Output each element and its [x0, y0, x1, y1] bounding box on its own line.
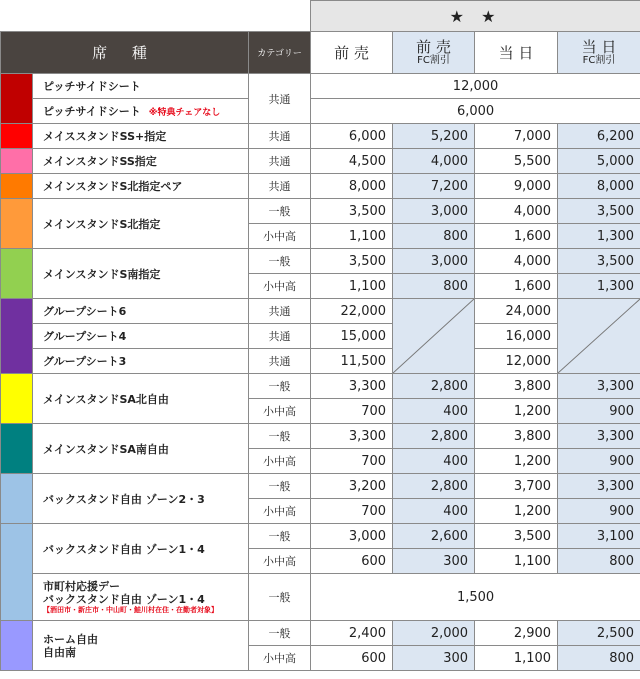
price-cell: 6,000: [311, 99, 640, 124]
price-cell: 700: [311, 499, 393, 524]
price-cell: 700: [311, 399, 393, 424]
category-cell: 小中高: [249, 499, 311, 524]
category-cell: 小中高: [249, 399, 311, 424]
price-cell: 3,800: [475, 424, 558, 449]
price-cell: 1,200: [475, 449, 558, 474]
price-cell: 1,300: [558, 224, 640, 249]
color-swatch: [1, 524, 33, 621]
price-cell: 11,500: [311, 349, 393, 374]
category-cell: 小中高: [249, 646, 311, 671]
price-cell: 2,500: [558, 621, 640, 646]
advance-header: 前 売: [311, 32, 393, 74]
category-cell: 共通: [249, 174, 311, 199]
price-cell: 300: [393, 646, 475, 671]
stars-header: ★ ★: [311, 1, 640, 32]
price-cell: 24,000: [475, 299, 558, 324]
advance-fc-header: 前 売 FC割引: [393, 32, 475, 74]
price-cell: 12,000: [475, 349, 558, 374]
price-cell: 1,100: [475, 549, 558, 574]
header-blank: [1, 1, 311, 32]
price-cell: 2,600: [393, 524, 475, 549]
price-cell: 600: [311, 646, 393, 671]
price-cell: 400: [393, 499, 475, 524]
color-swatch: [1, 474, 33, 524]
price-cell: 2,900: [475, 621, 558, 646]
category-cell: 小中高: [249, 224, 311, 249]
price-cell: 4,000: [475, 199, 558, 224]
category-cell: 一般: [249, 249, 311, 274]
seat-name: メインスタンドSS指定: [33, 149, 249, 174]
price-cell: 2,800: [393, 474, 475, 499]
color-swatch: [1, 199, 33, 249]
price-cell: 900: [558, 449, 640, 474]
seat-name: ピッチサイドシート ※特典チェアなし: [33, 99, 249, 124]
category-cell: 一般: [249, 574, 311, 621]
price-cell: 12,000: [311, 74, 640, 99]
seat-name: 市町村応援デー バックスタンド自由 ゾーン1・4 【酒田市・新庄市・中山町・鮭川村在住・在勤者対象】: [33, 574, 249, 621]
category-cell: 共通: [249, 124, 311, 149]
price-cell: 5,000: [558, 149, 640, 174]
price-cell: 5,200: [393, 124, 475, 149]
price-cell: 800: [558, 549, 640, 574]
category-cell: 小中高: [249, 549, 311, 574]
category-cell: 小中高: [249, 449, 311, 474]
seat-name: メインスタンドS南指定: [33, 249, 249, 299]
price-cell: 2,000: [393, 621, 475, 646]
category-header: カテゴリー: [249, 32, 311, 74]
sameday-header: 当 日: [475, 32, 558, 74]
category-cell: 共通: [249, 324, 311, 349]
price-cell: 4,500: [311, 149, 393, 174]
price-cell: 3,300: [558, 424, 640, 449]
price-cell: 1,100: [475, 646, 558, 671]
price-cell: 3,000: [393, 199, 475, 224]
price-cell: 300: [393, 549, 475, 574]
seat-type-header: 席 種: [1, 32, 249, 74]
category-cell: 一般: [249, 474, 311, 499]
price-cell: 400: [393, 449, 475, 474]
price-cell: 3,500: [311, 199, 393, 224]
color-swatch: [1, 424, 33, 474]
price-cell: 8,000: [558, 174, 640, 199]
price-cell: 900: [558, 499, 640, 524]
price-cell: 1,200: [475, 499, 558, 524]
price-cell: 700: [311, 449, 393, 474]
price-cell: 3,200: [311, 474, 393, 499]
price-cell: 400: [393, 399, 475, 424]
price-cell: 3,300: [558, 474, 640, 499]
seat-name: メインスタンドS北指定: [33, 199, 249, 249]
price-cell: 3,500: [311, 249, 393, 274]
price-cell: 7,200: [393, 174, 475, 199]
seat-name: メインスタンドSA北自由: [33, 374, 249, 424]
price-cell: 3,800: [475, 374, 558, 399]
seat-name: バックスタンド自由 ゾーン1・4: [33, 524, 249, 574]
price-cell: 3,500: [558, 249, 640, 274]
price-cell: 7,000: [475, 124, 558, 149]
price-cell: 5,500: [475, 149, 558, 174]
price-cell: 1,300: [558, 274, 640, 299]
color-swatch: [1, 374, 33, 424]
price-cell: 9,000: [475, 174, 558, 199]
price-cell: 3,300: [311, 374, 393, 399]
price-cell: 3,700: [475, 474, 558, 499]
seat-name: メイススタンドSS+指定: [33, 124, 249, 149]
price-cell: 2,800: [393, 374, 475, 399]
seat-name: グループシート3: [33, 349, 249, 374]
price-cell: 800: [558, 646, 640, 671]
price-cell: 3,500: [475, 524, 558, 549]
price-cell: 1,100: [311, 224, 393, 249]
category-cell: 共通: [249, 74, 311, 124]
seat-name: ホーム自由 自由南: [33, 621, 249, 671]
category-cell: 一般: [249, 199, 311, 224]
not-applicable-cell: [558, 299, 640, 374]
category-cell: 共通: [249, 349, 311, 374]
not-applicable-cell: [393, 299, 475, 374]
price-cell: 1,600: [475, 274, 558, 299]
price-cell: 8,000: [311, 174, 393, 199]
category-cell: 一般: [249, 621, 311, 646]
seat-name: メインスタンドSA南自由: [33, 424, 249, 474]
price-cell: 3,100: [558, 524, 640, 549]
price-cell: 16,000: [475, 324, 558, 349]
price-cell: 2,800: [393, 424, 475, 449]
eligibility-note: 【酒田市・新庄市・中山町・鮭川村在住・在勤者対象】: [43, 605, 218, 614]
price-cell: 800: [393, 274, 475, 299]
color-swatch: [1, 124, 33, 149]
category-cell: 共通: [249, 149, 311, 174]
price-cell: 3,300: [558, 374, 640, 399]
color-swatch: [1, 249, 33, 299]
seat-name: ピッチサイドシート: [33, 74, 249, 99]
price-cell: 900: [558, 399, 640, 424]
price-cell: 6,000: [311, 124, 393, 149]
color-swatch: [1, 149, 33, 174]
sameday-fc-header: 当 日 FC割引: [558, 32, 640, 74]
price-cell: 1,600: [475, 224, 558, 249]
category-cell: 一般: [249, 424, 311, 449]
color-swatch: [1, 299, 33, 374]
price-cell: 22,000: [311, 299, 393, 324]
price-cell: 1,100: [311, 274, 393, 299]
price-cell: 3,000: [393, 249, 475, 274]
category-cell: 共通: [249, 299, 311, 324]
price-cell: 3,300: [311, 424, 393, 449]
seat-name: メインスタンドS北指定ペア: [33, 174, 249, 199]
price-cell: 2,400: [311, 621, 393, 646]
price-cell: 15,000: [311, 324, 393, 349]
seat-name: バックスタンド自由 ゾーン2・3: [33, 474, 249, 524]
seat-name: グループシート6: [33, 299, 249, 324]
price-cell: 1,500: [311, 574, 640, 621]
seat-name: グループシート4: [33, 324, 249, 349]
category-cell: 一般: [249, 374, 311, 399]
price-cell: 6,200: [558, 124, 640, 149]
color-swatch: [1, 174, 33, 199]
price-cell: 1,200: [475, 399, 558, 424]
price-cell: 4,000: [393, 149, 475, 174]
price-cell: 4,000: [475, 249, 558, 274]
price-cell: 3,500: [558, 199, 640, 224]
price-cell: 600: [311, 549, 393, 574]
price-cell: 800: [393, 224, 475, 249]
color-swatch: [1, 621, 33, 671]
color-swatch: [1, 74, 33, 124]
price-cell: 3,000: [311, 524, 393, 549]
category-cell: 一般: [249, 524, 311, 549]
no-chair-note: ※特典チェアなし: [148, 108, 221, 118]
category-cell: 小中高: [249, 274, 311, 299]
